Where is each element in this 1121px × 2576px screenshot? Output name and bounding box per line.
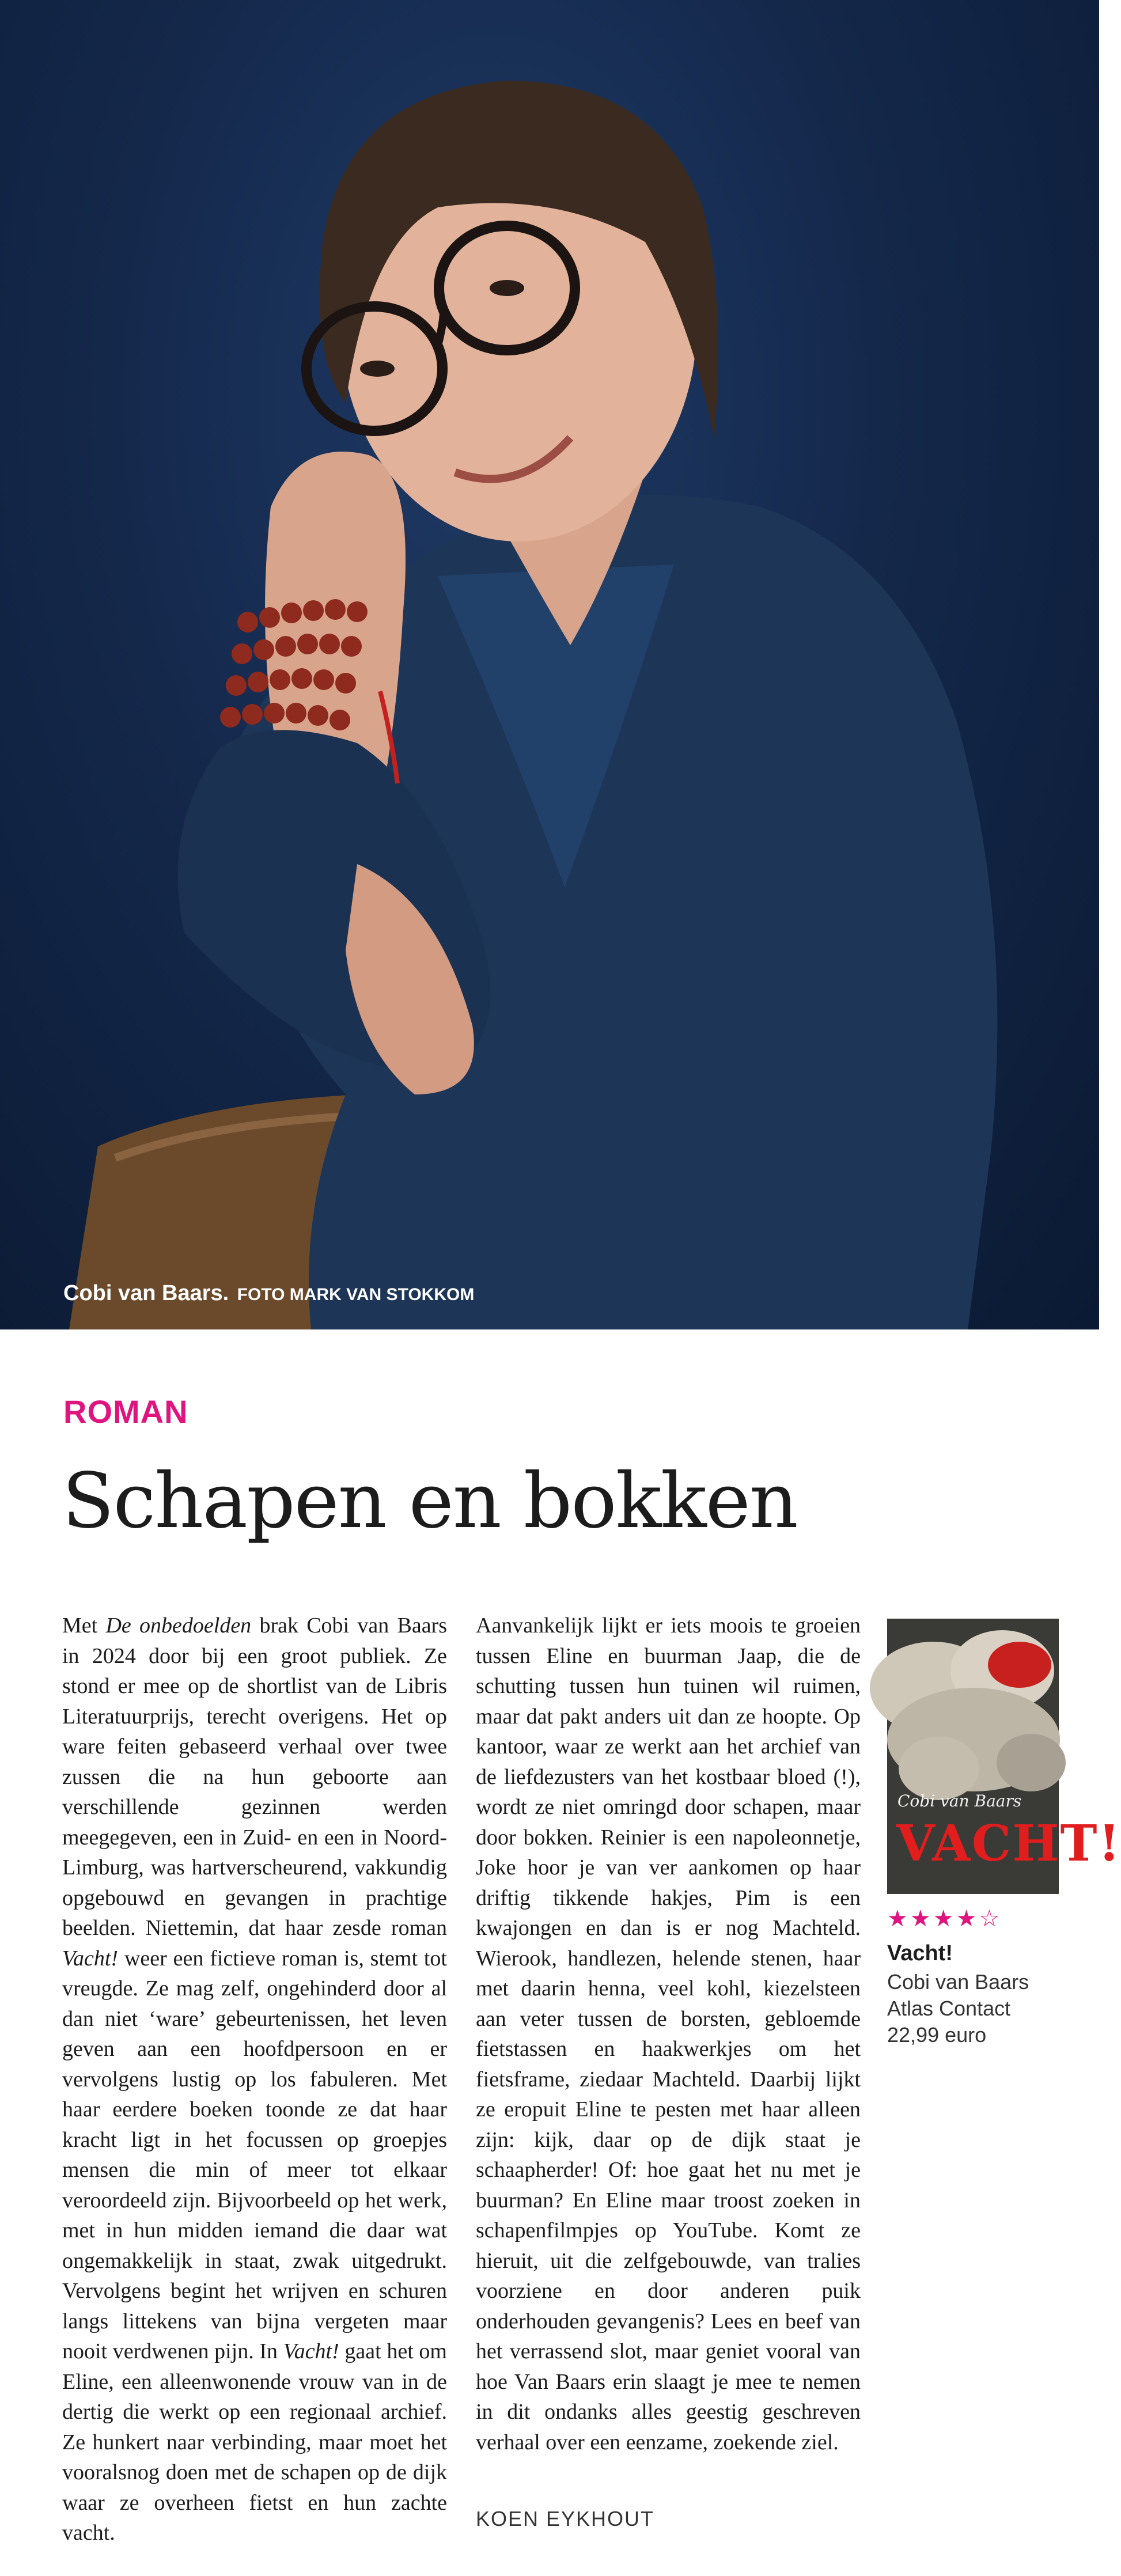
article-text-run: brak Cobi van Baars in 2024 door bij een groot publiek. Ze stond er mee op de shortlist van de Libris Literatuurprijs, terecht overigens. Het op ware feiten gebaseerd verhaal over twee zussen die na hun geboorte aan verschillende gezinnen werden meegegeven, een in Zuid- en een in Noord-Limburg, was hartverscheurend, vakkundig opgebouwd en gevangen in prachtige beelden. Niettemin, dat haar zesde roman (62, 1613, 447, 1940)
article-paragraph-2: Aanvankelijk lijkt er iets moois te groeien tussen Eline en buurman Jaap, die de schutting tussen hun tuinen wil ruimen, maar dat pakt anders uit dan ze hoopte. Op kantoor, waar ze werkt aan het archief van de liefdezusters van het kostbaar bloed (!), wordt ze niet omringd door schapen, maar door bokken. Reinier is een napoleonnetje, Joke hoor je van ver aankomen op haar driftig tikkende hakjes, Pim is een kwajongen en dan is er nog Machteld. Wierook, handlezen, helende stenen, haar met daarin henna, veel kohl, kiezelsteen aan veter tussen de borsten, gebloemde fietstassen en haakwerkjes om het fietsframe, ziedaar Machteld. Daarbij lijkt ze eropuit Eline te pesten met haar alleen zijn: kijk, daar op de dijk staat je schaapherder! Of: hoe gaat het nu met je buurman? En Eline maar troost zoeken in schapenfilmpjes op YouTube. Komt ze hieruit, uit die zelfgebouwde, van tralies voorziene en door anderen puik onderhouden gevangenis? Lees en beef van het verrassend slot, maar geniet vooral van hoe Van Baars erin slaagt je mee te nemen in dit ondanks alles geestig geschreven verhaal over een eenzame, zoekende ziel. (476, 1613, 861, 2454)
cover-title: VACHT! (896, 1814, 1121, 1873)
article-paragraph-1 (62, 1611, 447, 2548)
headline: Schapen en bokken (62, 1457, 797, 1545)
article-text-run: weer een fictieve roman is, stemt tot vreugde. Ze mag zelf, ongehinderd door al dan niet ‘ware’ gebeurtenissen, het leven geven aan een hoofdpersoon en er vervolgens lustig op los fabuleren. Met haar eerdere boeken toonde ze dat haar kracht ligt in het focussen op groepjes mensen die min of meer tot elkaar veroordeeld zijn. Bijvoorbeeld op het werk, met in hun midden iemand die daar wat ongemakkelijk in staat, zwak uitgedrukt. Vervolgens begint het wrijven en schuren langs littekens van bijna vergeten maar nooit verdwenen pijn. In (62, 1946, 447, 2363)
star-rating (887, 1906, 1002, 1932)
byline: KOEN EYKHOUT (476, 2507, 655, 2530)
rating-empty-stars: ☆ (979, 1906, 1002, 1932)
section-label: ROMAN (63, 1393, 188, 1430)
photo-caption (63, 1281, 474, 1306)
book-author: Cobi van Baars (887, 1970, 1029, 1994)
book-title: Vacht! (887, 1941, 953, 1965)
caption-name: Cobi van Baars. (63, 1281, 229, 1305)
book-title-italic: Vacht! (62, 1946, 119, 1971)
book-price: 22,99 euro (887, 2023, 987, 2047)
rating-filled-stars: ★★★★ (887, 1906, 979, 1932)
photo-credit: FOTO MARK VAN STOKKOM (237, 1285, 475, 1304)
book-title-italic: De onbedoelden (105, 1613, 252, 1638)
article-text-run: Met (62, 1613, 106, 1638)
book-cover (887, 1619, 1121, 1894)
article-text-run: gaat het om Eline, een alleenwonende vrouw van in de dertig die werkt op een regionaal archief. Ze hunkert naar verbinding, maar moet het vooralsnog doen met de schapen op de dijk waar ze overheen fietst en hun zachte vacht. (62, 2339, 447, 2545)
article-column-1 (62, 1611, 447, 2548)
book-publisher: Atlas Contact (887, 1997, 1011, 2020)
book-title-italic: Vacht! (283, 2339, 339, 2363)
cover-author: Cobi van Baars (897, 1791, 1022, 1810)
article-column-2 (476, 1611, 861, 2457)
